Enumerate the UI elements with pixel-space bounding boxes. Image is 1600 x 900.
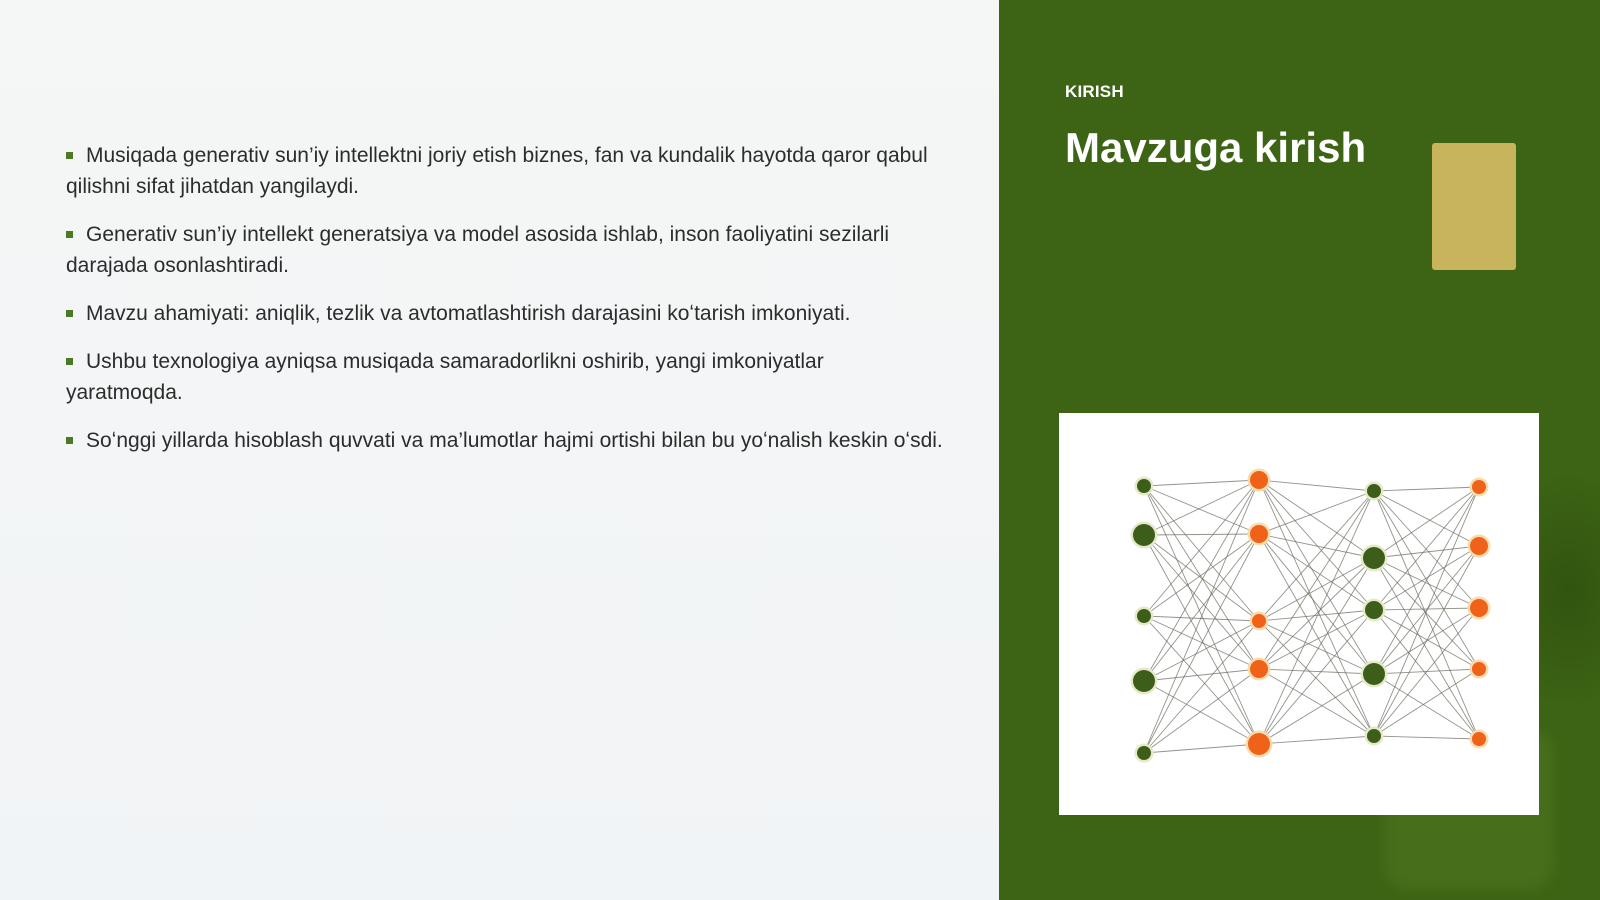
- network-edge: [1374, 610, 1479, 739]
- network-node: [1363, 547, 1385, 569]
- section-label: KIRISH: [1065, 82, 1124, 101]
- square-bullet-icon: [66, 231, 73, 238]
- network-edge: [1374, 487, 1479, 610]
- network-edge: [1144, 616, 1259, 669]
- network-edge: [1144, 534, 1259, 616]
- bullet-text: Mavzu ahamiyati: aniqlik, tezlik va avtomatlashtirish darajasini koʻtarish imkoniyati.: [86, 302, 851, 325]
- network-edge: [1374, 558, 1479, 739]
- bullet-text: Musiqada generativ sun’iy intellektni joriy etish biznes, fan va kundalik hayotda qaror qabul qilishni sifat jihatdan yangilaydi.: [66, 144, 928, 198]
- network-edge: [1259, 674, 1374, 744]
- network-edge: [1144, 534, 1259, 681]
- network-edge: [1374, 491, 1479, 739]
- network-node: [1250, 525, 1268, 543]
- network-edge: [1144, 480, 1259, 486]
- network-edge: [1144, 621, 1259, 753]
- network-edge: [1259, 610, 1374, 669]
- network-node: [1137, 479, 1151, 493]
- network-node: [1365, 601, 1383, 619]
- bullet-item: [66, 140, 946, 202]
- bullet-item: [66, 219, 946, 281]
- network-edge: [1374, 491, 1479, 608]
- network-node: [1252, 614, 1266, 628]
- title-panel: [999, 0, 1600, 900]
- network-edge: [1259, 736, 1374, 744]
- network-node: [1472, 662, 1486, 676]
- network-node: [1137, 746, 1151, 760]
- bullet-item: [66, 425, 946, 456]
- bullet-text: Soʻnggi yillarda hisoblash quvvati va ma’lumotlar hajmi ortishi bilan bu yoʻnalish keskin oʻsdi.: [86, 429, 943, 452]
- square-bullet-icon: [66, 310, 73, 317]
- network-edge: [1259, 621, 1374, 674]
- network-node: [1470, 537, 1488, 555]
- neural-network-illustration: [1059, 413, 1539, 815]
- network-edge: [1259, 480, 1374, 674]
- network-node: [1470, 599, 1488, 617]
- network-edge: [1259, 621, 1374, 736]
- network-edge: [1374, 487, 1479, 674]
- bullet-item: [66, 298, 946, 329]
- bullet-text: Generativ sun’iy intellekt generatsiya va model asosida ishlab, inson faoliyatini sezilarli darajada osonlashtiradi.: [66, 223, 890, 277]
- network-edge: [1374, 610, 1479, 669]
- decorative-block: [1432, 143, 1516, 270]
- neural-network-diagram: [1059, 413, 1539, 815]
- network-edge: [1374, 487, 1479, 491]
- network-edge: [1144, 534, 1259, 535]
- network-edge: [1144, 486, 1259, 621]
- square-bullet-icon: [66, 437, 73, 444]
- network-node: [1367, 729, 1381, 743]
- slide-title: Mavzuga kirish: [1065, 124, 1367, 171]
- network-node: [1367, 484, 1381, 498]
- network-node: [1133, 524, 1155, 546]
- network-node: [1250, 471, 1268, 489]
- square-bullet-icon: [66, 358, 73, 365]
- network-node: [1250, 660, 1268, 678]
- network-edge: [1374, 487, 1479, 736]
- network-edge: [1259, 669, 1374, 674]
- network-edge: [1144, 616, 1259, 744]
- network-edge: [1259, 491, 1374, 621]
- network-node: [1363, 663, 1385, 685]
- network-edge: [1374, 608, 1479, 736]
- network-edge: [1259, 534, 1374, 674]
- network-edge: [1144, 486, 1259, 744]
- network-node: [1137, 609, 1151, 623]
- network-node: [1133, 670, 1155, 692]
- bullet-list: [66, 140, 946, 473]
- bullet-text: Ushbu texnologiya ayniqsa musiqada samaradorlikni oshirib, yangi imkoniyatlar yaratmoqda.: [66, 350, 824, 404]
- network-node: [1472, 480, 1486, 494]
- network-edge: [1144, 744, 1259, 753]
- network-edge: [1259, 558, 1374, 744]
- network-edges: [1144, 480, 1479, 753]
- square-bullet-icon: [66, 152, 73, 159]
- network-edge: [1259, 480, 1374, 491]
- network-edge: [1144, 669, 1259, 681]
- network-edge: [1374, 674, 1479, 739]
- network-node: [1472, 732, 1486, 746]
- bullet-item: [66, 346, 946, 408]
- network-edge: [1259, 491, 1374, 534]
- network-edge: [1259, 610, 1374, 744]
- network-edge: [1374, 736, 1479, 739]
- network-edge: [1144, 535, 1259, 669]
- network-node: [1248, 733, 1270, 755]
